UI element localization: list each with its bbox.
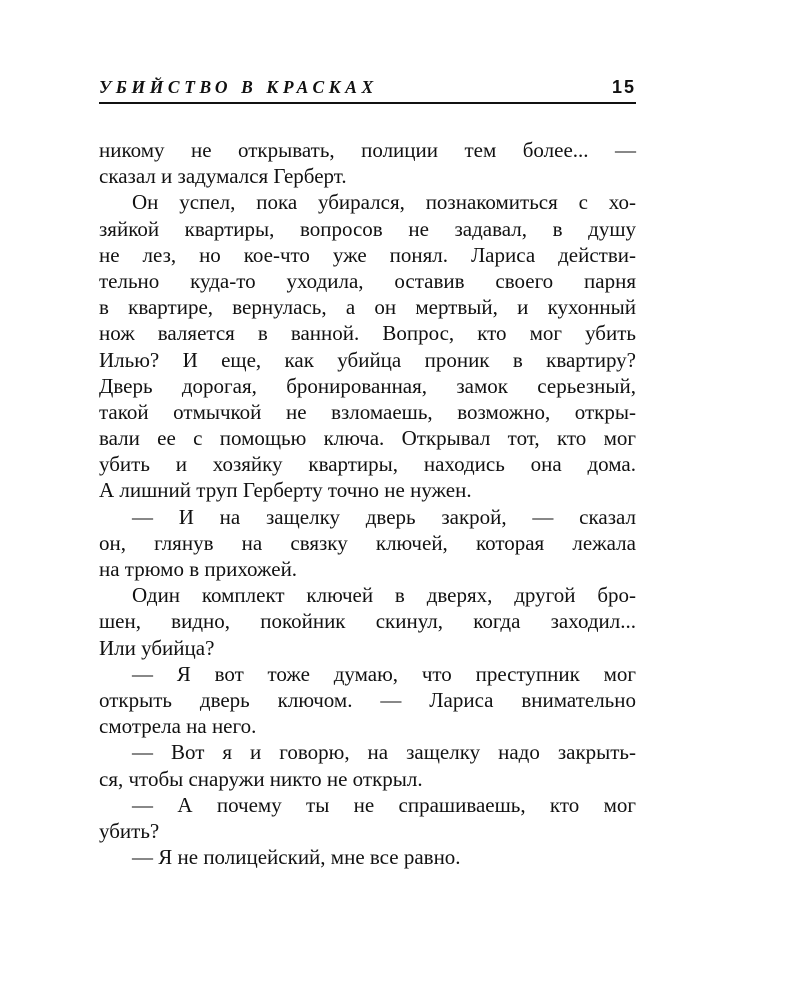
- text-line: никому не открывать, полиции тем более... —: [99, 138, 636, 162]
- text-line: убить?: [99, 818, 160, 843]
- text-line: он, глянув на связку ключей, которая лежала: [99, 530, 636, 555]
- text-line: вали ее с помощью ключа. Открывал тот, кто мог: [99, 426, 636, 451]
- text-line: Он успел, пока убирался, познакомиться с хо-: [132, 190, 636, 215]
- text-line: — И на защелку дверь закрой, — сказал: [132, 504, 636, 529]
- text-line: шен, видно, покойник скинул, когда заходил...: [99, 609, 636, 634]
- text-line: смотрела на него.: [99, 714, 257, 739]
- text-line: не лез, но кое-что уже понял. Лариса действи-: [99, 242, 636, 267]
- text-line: нож валяется в ванной. Вопрос, кто мог убить: [99, 321, 636, 346]
- running-header: [99, 76, 636, 104]
- text-line: такой отмычкой не взломаешь, возможно, откры-: [99, 399, 636, 424]
- text-line: в квартире, вернулась, а он мертвый, и кухонный: [99, 295, 636, 320]
- text-line: ся, чтобы снаружи никто не открыл.: [99, 766, 423, 791]
- text-line: на трюмо в прихожей.: [99, 557, 298, 581]
- text-line: — Вот я и говорю, на защелку надо закрыть-: [132, 740, 636, 765]
- text-line: Один комплект ключей в дверях, другой бро-: [132, 583, 636, 608]
- text-line: — А почему ты не спрашиваешь, кто мог: [132, 792, 636, 817]
- text-line: открыть дверь ключом. — Лариса внимательно: [99, 687, 636, 712]
- text-line: — Я вот тоже думаю, что преступник мог: [132, 661, 636, 686]
- text-line: Дверь дорогая, бронированная, замок серьезный,: [99, 373, 636, 398]
- text-line: А лишний труп Герберту точно не нужен.: [99, 478, 472, 503]
- text-line: Илью? И еще, как убийца проник в квартиру?: [99, 347, 636, 372]
- text-line: тельно куда-то уходила, оставив своего парня: [99, 268, 636, 293]
- body-text: [99, 137, 636, 870]
- page-number: 15: [611, 77, 636, 97]
- text-line: зяйкой квартиры, вопросов не задавал, в душу: [99, 216, 636, 241]
- text-line: сказал и задумался Герберт.: [99, 164, 347, 189]
- book-title: УБИЙСТВО В КРАСКАХ: [99, 77, 378, 97]
- text-line: — Я не полицейский, мне все равно.: [132, 845, 461, 870]
- text-line: Или убийца?: [99, 635, 215, 660]
- text-line: убить и хозяйку квартиры, находись она дома.: [99, 452, 636, 477]
